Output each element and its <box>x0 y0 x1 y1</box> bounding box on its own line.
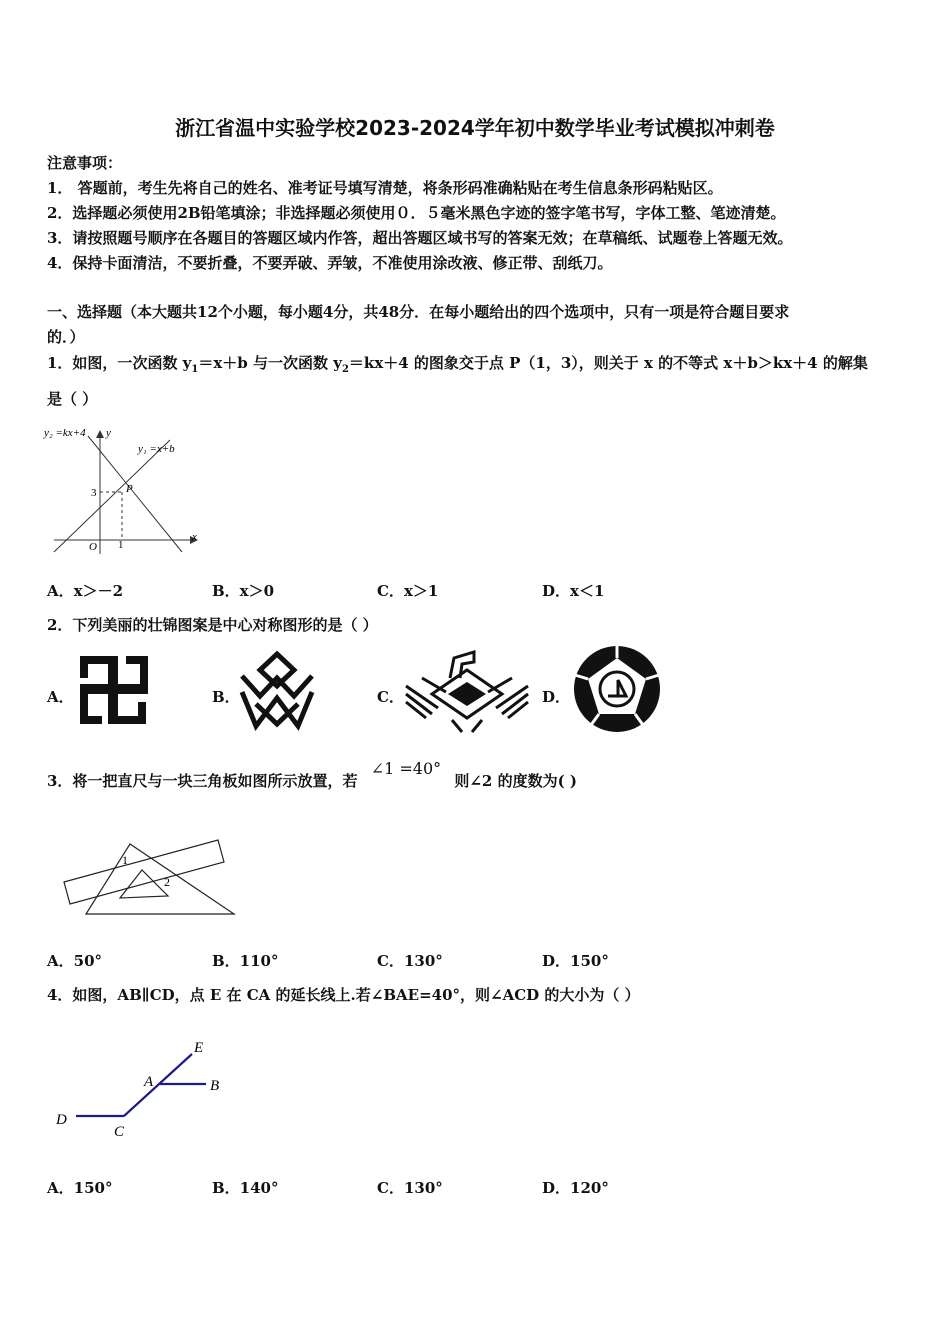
angle-1-value: ∠1 =40° <box>370 759 442 778</box>
question-3-figure <box>56 820 242 924</box>
q1-option-b: B．x＞0 <box>212 582 275 600</box>
fig1-label-y: y <box>106 427 111 439</box>
q4-option-d: D．120° <box>542 1179 609 1197</box>
question-1-text: 1．如图，一次函数 $y_1=x+b$ 与一次函数 $y_2=kx+4$ 的图象交于点 P（1，3），则关于 x 的不等式 x＋b＞kx＋4 的解集 <box>47 354 868 375</box>
notice-item-1: 1． 答题前，考生先将自己的姓名、准考证号填写清楚，将条形码准确粘贴在考生信息条形码粘贴区。 <box>47 179 723 197</box>
fig1-label-y1: y₁ =x+b <box>138 443 175 455</box>
section-1-heading: 一、选择题（本大题共12个小题，每小题4分，共48分．在每小题给出的四个选项中，只有一项是符合题目要求 <box>47 303 790 321</box>
fig4-label-a: A <box>144 1074 154 1090</box>
q2-option-b-label: B． <box>212 688 240 706</box>
q4-option-c: C．130° <box>377 1179 443 1197</box>
q4-option-a: A．150° <box>47 1179 113 1197</box>
pattern-ball-icon <box>572 644 662 734</box>
question-4-figure <box>50 1034 230 1144</box>
fig1-label-3: 3 <box>91 487 97 499</box>
q3-option-a: A．50° <box>47 952 103 970</box>
notice-item-3: 3．请按照题号顺序在各题目的答题区域内作答，超出答题区域书写的答案无效；在草稿纸、试题卷上答题无效。 <box>47 229 793 247</box>
pattern-swastika-icon <box>74 650 154 730</box>
q3-option-b: B．110° <box>212 952 279 970</box>
fig1-label-1: 1 <box>118 539 124 551</box>
exam-title: 浙江省温中实验学校2023-2024学年初中数学毕业考试模拟冲刺卷 <box>175 116 775 140</box>
fig4-label-d: D <box>56 1112 67 1128</box>
question-2-text: 2．下列美丽的壮锦图案是中心对称图形的是（ ） <box>47 616 378 634</box>
question-1-figure <box>40 422 210 562</box>
q2-option-a-label: A． <box>47 688 74 706</box>
notice-item-2: 2．选择题必须使用2B铅笔填涂；非选择题必须使用０．５毫米黑色字迹的签字笔书写，字体工整、笔迹清楚。 <box>47 204 786 222</box>
pattern-bird-icon <box>402 648 532 734</box>
notice-heading: 注意事项： <box>47 154 123 172</box>
notice-item-4: 4．保持卡面清洁，不要折叠，不要弄破、弄皱，不准使用涂改液、修正带、刮纸刀。 <box>47 254 613 272</box>
fig4-label-e: E <box>194 1040 204 1056</box>
q3-option-d: D．150° <box>542 952 609 970</box>
fig4-label-c: C <box>114 1124 125 1140</box>
fig4-label-b: B <box>210 1078 220 1094</box>
q2-option-c-label: C． <box>377 688 404 706</box>
pattern-vw-icon <box>236 648 318 732</box>
q3-option-c: C．130° <box>377 952 443 970</box>
fig3-label-2: 2 <box>164 875 170 889</box>
fig1-label-p: P <box>126 483 133 495</box>
q4-option-b: B．140° <box>212 1179 279 1197</box>
q1-option-a: A．x＞－2 <box>47 582 124 600</box>
question-4-text: 4．如图，AB∥CD，点 E 在 CA 的延长线上.若∠BAE=40°，则∠ACD 的大小为（ ） <box>47 986 640 1004</box>
question-3-text: 3．将一把直尺与一块三角板如图所示放置，若 ∠1 =40° 则∠2 的度数为( ) <box>47 759 578 790</box>
q1-option-d: D．x＜1 <box>542 582 605 600</box>
fig1-label-x: x <box>192 531 197 543</box>
question-1-text-cont: 是（ ） <box>47 390 98 408</box>
fig3-label-1: 1 <box>122 853 128 867</box>
q1-option-c: C．x＞1 <box>377 582 439 600</box>
section-1-heading-cont: 的．） <box>47 328 85 346</box>
fig1-label-o: O <box>89 541 97 553</box>
fig1-label-y2: y₂ =kx+4 <box>44 427 86 439</box>
q2-option-d-label: D． <box>542 688 571 706</box>
